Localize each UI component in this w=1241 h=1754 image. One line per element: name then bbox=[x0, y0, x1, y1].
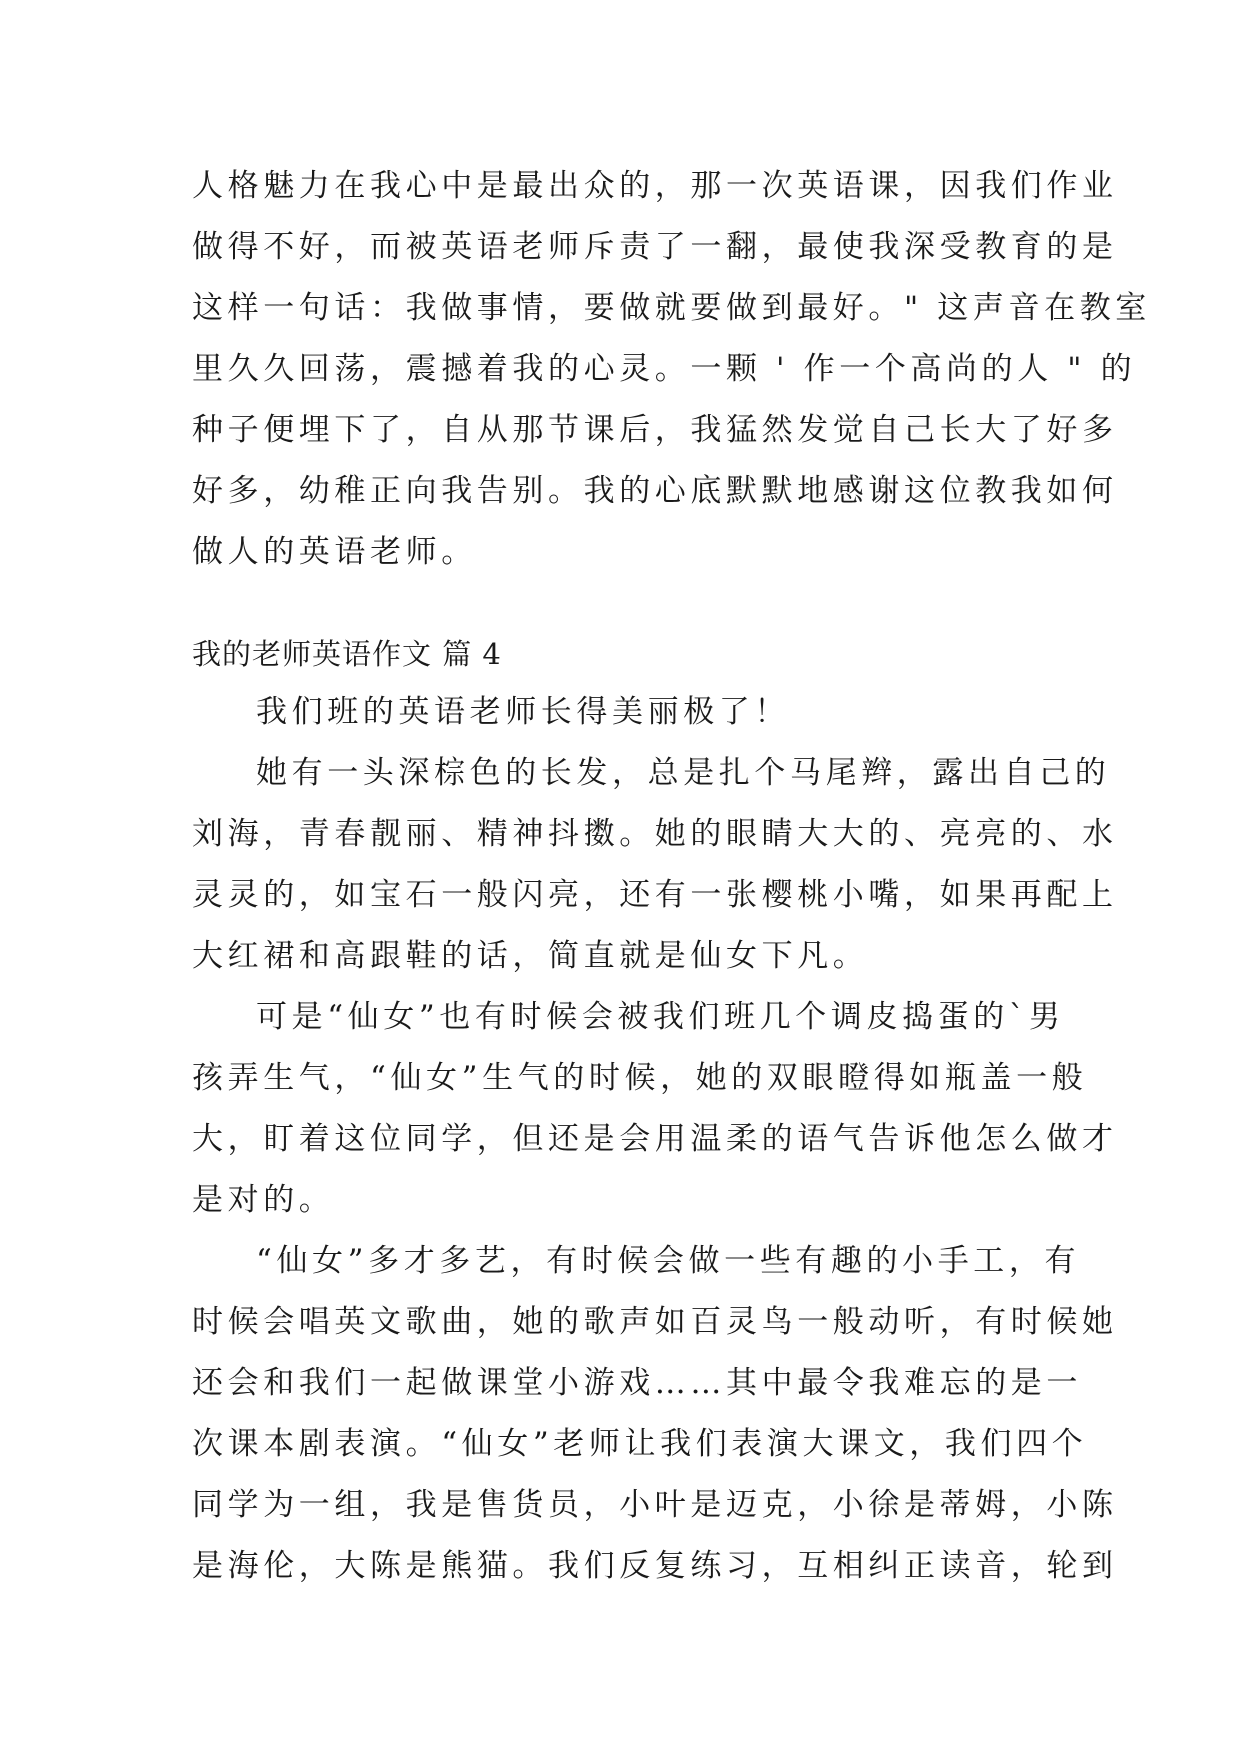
section-heading: 我的老师英语作文 篇 4 bbox=[192, 637, 502, 671]
paragraph-line: 做人的英语老师。 bbox=[192, 534, 477, 570]
paragraph-line: 里久久回荡，震撼着我的心灵。一颗 ' 作一个高尚的人 " 的 bbox=[192, 351, 1137, 387]
paragraph-line: 好多，幼稚正向我告别。我的心底默默地感谢这位教我如何 bbox=[192, 473, 1118, 509]
paragraph-line: 是海伦，大陈是熊猫。我们反复练习，互相纠正读音，轮到 bbox=[192, 1548, 1118, 1584]
paragraph-line: “仙女”多才多艺，有时候会做一些有趣的小手工，有 bbox=[256, 1243, 1081, 1279]
paragraph-line: 种子便埋下了，自从那节课后，我猛然发觉自己长大了好多 bbox=[192, 412, 1118, 448]
paragraph-line: 灵灵的，如宝石一般闪亮，还有一张樱桃小嘴，如果再配上 bbox=[192, 877, 1118, 913]
paragraph-line: 做得不好，而被英语老师斥责了一翻，最使我深受教育的是 bbox=[192, 229, 1118, 265]
paragraph-line: 她有一头深棕色的长发，总是扎个马尾辫，露出自己的 bbox=[256, 755, 1111, 791]
paragraph-line: 大红裙和高跟鞋的话，简直就是仙女下凡。 bbox=[192, 938, 869, 974]
paragraph-line: 刘海，青春靓丽、精神抖擞。她的眼睛大大的、亮亮的、水 bbox=[192, 816, 1118, 852]
paragraph-line: 还会和我们一起做课堂小游戏……其中最令我难忘的是一 bbox=[192, 1365, 1082, 1401]
paragraph-line: 人格魅力在我心中是最出众的，那一次英语课，因我们作业 bbox=[192, 168, 1118, 204]
paragraph-line: 可是“仙女”也有时候会被我们班几个调皮捣蛋的`男 bbox=[256, 999, 1065, 1035]
paragraph-line: 时候会唱英文歌曲，她的歌声如百灵鸟一般动听，有时候她 bbox=[192, 1304, 1118, 1340]
paragraph-line: 次课本剧表演。“仙女”老师让我们表演大课文，我们四个 bbox=[192, 1426, 1088, 1462]
paragraph-line: 大，盯着这位同学，但还是会用温柔的语气告诉他怎么做才 bbox=[192, 1121, 1118, 1157]
paragraph-line: 孩弄生气，“仙女”生气的时候，她的双眼瞪得如瓶盖一般 bbox=[192, 1060, 1088, 1096]
paragraph-line: 我们班的英语老师长得美丽极了！ bbox=[256, 694, 790, 730]
paragraph-line: 这样一句话：我做事情，要做就要做到最好。" 这声音在教室 bbox=[192, 290, 1151, 326]
paragraph-line: 是对的。 bbox=[192, 1182, 335, 1218]
paragraph-line: 同学为一组，我是售货员，小叶是迈克，小徐是蒂姆，小陈 bbox=[192, 1487, 1118, 1523]
